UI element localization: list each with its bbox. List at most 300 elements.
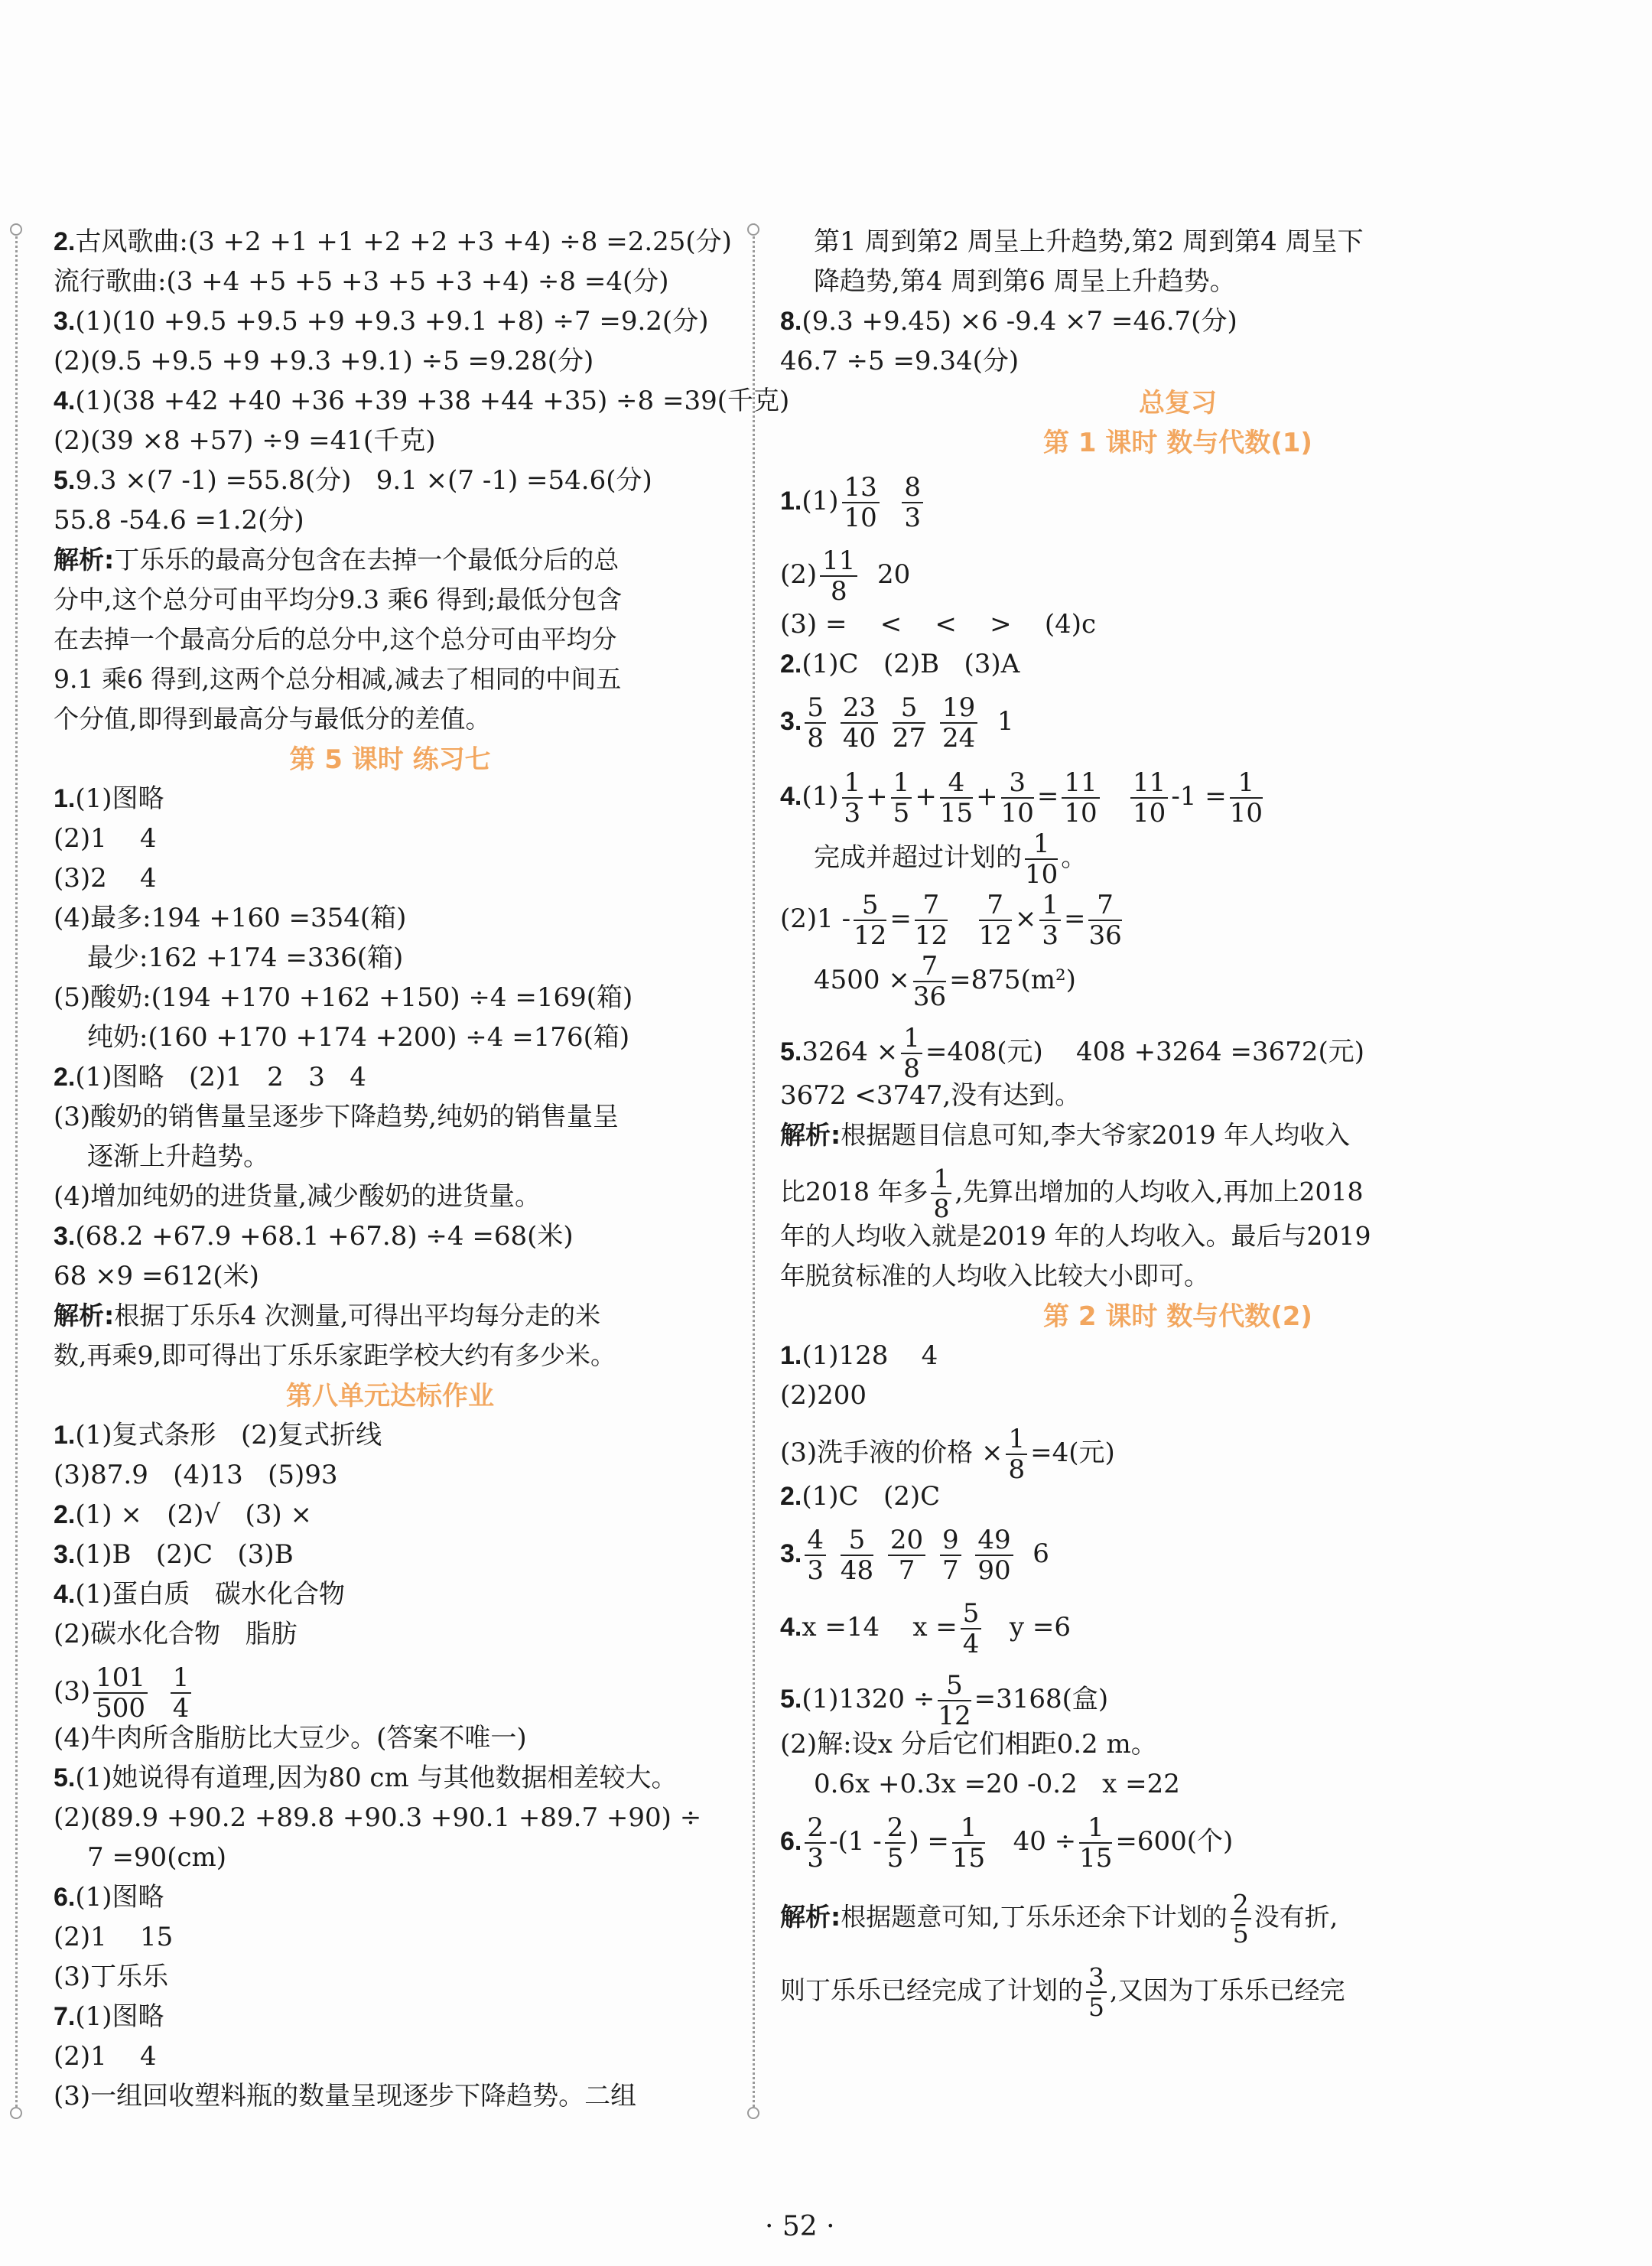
- answer-line: [780, 1729, 1157, 1760]
- numerator: 5: [938, 1672, 971, 1701]
- numerator: 1: [1039, 892, 1061, 921]
- text-run: (2): [780, 559, 818, 590]
- question-number: 1.: [54, 1421, 76, 1450]
- fraction: [1088, 892, 1121, 949]
- line-text: 46.7 ÷5 =9.34(分): [780, 346, 1019, 376]
- numerator: 23: [841, 695, 878, 724]
- analysis-line: [54, 584, 622, 615]
- line-text: 降趋势,第4 周到第6 周呈上升趋势。: [814, 266, 1236, 297]
- fraction: [842, 767, 863, 829]
- denominator: 8: [1008, 1454, 1026, 1485]
- denominator: 27: [892, 723, 926, 754]
- answer-line: [54, 1882, 164, 1913]
- answer-line: [54, 1062, 366, 1092]
- answer-line: [780, 1380, 867, 1411]
- answer-line: [54, 1619, 298, 1649]
- answer-line: [54, 1802, 701, 1833]
- numerator: 11: [820, 548, 857, 577]
- numerator: 8: [902, 474, 923, 503]
- fraction: [975, 1527, 1013, 1584]
- numerator: 5: [893, 695, 925, 724]
- numerator: 1: [842, 770, 863, 799]
- text-run: =: [889, 903, 912, 934]
- text-run: =875(m²): [949, 965, 1076, 995]
- answer-line: [780, 649, 1019, 679]
- line-text: 55.8 -54.6 =1.2(分): [54, 505, 304, 536]
- answer-line: [54, 1962, 168, 1992]
- fraction: [902, 474, 923, 531]
- line-text: (2)1 4: [54, 2041, 157, 2072]
- numerator: 1: [171, 1665, 192, 1694]
- denominator: 4: [172, 1693, 190, 1724]
- text-run: +: [915, 781, 937, 812]
- fraction: [938, 1672, 971, 1729]
- text-run: +: [866, 781, 888, 812]
- analysis-line: [54, 624, 617, 655]
- numerator: 1: [931, 1166, 951, 1194]
- numerator: 4: [805, 1527, 826, 1556]
- line-text: (1) × (2)√ (3) ×: [75, 1499, 312, 1530]
- divider-dot: [747, 223, 759, 236]
- answer-line: [54, 2081, 636, 2111]
- denominator: 3: [904, 503, 922, 533]
- text-run: (3): [54, 1676, 91, 1707]
- line-text: (1)蛋白质 碳水化合物: [75, 1579, 345, 1610]
- numerator: 11: [1062, 770, 1099, 799]
- denominator: 4: [962, 1629, 980, 1659]
- line-text: (2)解:设x 分后它们相距0.2 m。: [780, 1729, 1157, 1760]
- answer-line: [54, 1460, 338, 1490]
- denominator: 12: [914, 920, 948, 951]
- denominator: 3: [807, 1555, 824, 1586]
- analysis-line: [780, 1962, 1345, 2022]
- fraction: [1000, 767, 1034, 829]
- text-run: -(1 -: [829, 1826, 882, 1857]
- text-run: [928, 706, 937, 737]
- denominator: 10: [1000, 798, 1034, 829]
- numerator: 5: [854, 892, 886, 921]
- text-run: 完成并超过计划的: [814, 842, 1022, 873]
- section-heading: 总复习: [1139, 388, 1217, 418]
- fraction: [1229, 767, 1263, 829]
- question-number: 3.: [780, 707, 802, 736]
- fraction: [1025, 829, 1059, 890]
- numerator: 3: [1001, 770, 1034, 799]
- line-text: (4)牛肉所含脂肪比大豆少。(答案不唯一): [54, 1723, 527, 1753]
- answer-line: [780, 892, 1125, 949]
- line-text: 年脱贫标准的人均收入比较大小即可。: [780, 1261, 1209, 1291]
- answer-line: [87, 1022, 629, 1053]
- fraction: [805, 692, 826, 754]
- numerator: 19: [940, 695, 977, 724]
- line-text: (3)酸奶的销售量呈逐步下降趋势,纯奶的销售量呈: [54, 1102, 619, 1132]
- answer-line: [814, 829, 1088, 890]
- fraction: [171, 1662, 192, 1724]
- fraction: [805, 1812, 826, 1874]
- line-text: (1)(38 +42 +40 +36 +39 +38 +44 +35) ÷8 =39(千克): [75, 386, 790, 416]
- question-number: 2.: [780, 650, 802, 679]
- question-number: 2.: [54, 1063, 76, 1092]
- answer-line: [780, 1025, 1364, 1082]
- question-number: 2.: [54, 227, 76, 256]
- analysis-line: [780, 1221, 1371, 1252]
- answer-line: [87, 1141, 269, 1172]
- text-run: 没有折,: [1254, 1902, 1338, 1932]
- text-run: ×: [1014, 903, 1037, 934]
- text-run: 6: [1016, 1538, 1049, 1569]
- answer-line: [54, 465, 652, 496]
- analysis-line: [54, 1301, 600, 1331]
- fraction: [931, 1166, 951, 1221]
- text-run: (1): [802, 781, 839, 812]
- denominator: 10: [1133, 798, 1166, 829]
- question-number: 4.: [54, 386, 76, 415]
- text-run: 根据题意可知,丁乐乐还余下计划的: [841, 1902, 1228, 1932]
- text-run: [829, 706, 837, 737]
- line-text: (1)128 4: [802, 1340, 938, 1371]
- line-text: 数,再乘9,即可得出丁乐乐家距学校大约有多少米。: [54, 1340, 616, 1370]
- denominator: 3: [1042, 920, 1059, 951]
- line-text: (9.3 +9.45) ×6 -9.4 ×7 =46.7(分): [802, 306, 1237, 337]
- fraction: [892, 692, 926, 754]
- fraction: [961, 1600, 982, 1657]
- denominator: 24: [941, 723, 976, 754]
- line-text: (3)一组回收塑料瓶的数量呈现逐步下降趋势。二组: [54, 2081, 637, 2111]
- line-text: 纯奶:(160 +170 +174 +200) ÷4 =176(箱): [87, 1022, 630, 1053]
- answer-line: [54, 346, 593, 376]
- line-text: (1)B (2)C (3)B: [75, 1539, 294, 1570]
- answer-line: [54, 1579, 345, 1610]
- answer-line: [54, 2001, 164, 2032]
- answer-line: [814, 226, 1364, 257]
- fraction: [841, 692, 878, 754]
- fraction: [842, 474, 880, 531]
- line-text: (1)C (2)C: [802, 1481, 941, 1512]
- answer-line: [54, 1662, 194, 1724]
- answer-line: [54, 2041, 157, 2072]
- text-run: =408(元) 408 +3264 =3672(元): [925, 1037, 1365, 1067]
- divider-dot: [747, 2107, 759, 2119]
- answer-line: [780, 1080, 1081, 1111]
- line-text: (3)2 4: [54, 863, 157, 894]
- line-text: (1)图略: [75, 783, 164, 814]
- line-text: (1)她说得有道理,因为80 cm 与其他数据相差较大。: [75, 1763, 678, 1793]
- fraction: [940, 692, 977, 754]
- answer-line: [54, 1221, 574, 1252]
- answer-line: [54, 1922, 173, 1952]
- fraction: [888, 1527, 925, 1584]
- numerator: 7: [915, 892, 948, 921]
- question-number: 2.: [780, 1482, 802, 1511]
- line-text: (1)C (2)B (3)A: [802, 649, 1020, 679]
- text-run: [964, 1538, 973, 1569]
- answer-line: [87, 1842, 226, 1873]
- line-text: (2)1 15: [54, 1922, 174, 1952]
- answer-line: [54, 823, 157, 854]
- fraction: [979, 892, 1012, 949]
- fraction: [1130, 767, 1168, 829]
- text-run: =3168(盒): [974, 1684, 1109, 1714]
- denominator: 48: [840, 1555, 874, 1586]
- question-number: 1.: [780, 1341, 802, 1370]
- denominator: 5: [893, 798, 910, 829]
- text-run: [881, 706, 889, 737]
- line-text: 0.6x +0.3x =20 -0.2 x =22: [814, 1769, 1180, 1799]
- line-text: (2)(89.9 +90.2 +89.8 +90.3 +90.1 +89.7 +90) ÷: [54, 1802, 702, 1833]
- line-text: 根据丁乐乐4 次测量,可得出平均每分走的米: [114, 1301, 601, 1330]
- line-text: 逐渐上升趋势。: [87, 1141, 269, 1172]
- analysis-label: 解析:: [780, 1120, 841, 1150]
- denominator: 15: [1079, 1843, 1113, 1874]
- text-run: [951, 903, 975, 934]
- numerator: 1: [1006, 1426, 1027, 1455]
- answer-line: [780, 474, 926, 531]
- denominator: 3: [807, 1843, 824, 1874]
- numerator: 2: [1231, 1891, 1251, 1919]
- answer-line: [54, 783, 164, 814]
- question-number: 3.: [54, 307, 76, 336]
- fraction: [901, 1025, 922, 1082]
- answer-line: [780, 1672, 1108, 1729]
- text-run: 。: [1061, 842, 1088, 873]
- question-number: 7.: [54, 2002, 76, 2031]
- answer-line: [780, 609, 1096, 640]
- line-text: 年的人均收入就是2019 年的人均收入。最后与2019: [780, 1221, 1371, 1251]
- denominator: 10: [1025, 859, 1059, 890]
- numerator: 9: [940, 1527, 961, 1556]
- fraction: [891, 767, 912, 829]
- fraction: [951, 1812, 986, 1874]
- text-run: =600(个): [1115, 1826, 1234, 1857]
- question-number: 4.: [54, 1580, 76, 1609]
- denominator: 7: [941, 1555, 959, 1586]
- section-heading: 第 5 课时 练习七: [289, 744, 491, 775]
- text-run: 3264 ×: [802, 1037, 899, 1067]
- answer-line: [54, 1539, 294, 1570]
- line-text: 根据题目信息可知,李大爷家2019 年人均收入: [841, 1120, 1351, 1150]
- denominator: 10: [1064, 798, 1098, 829]
- line-text: 丁乐乐的最高分包含在去掉一个最低分后的总: [114, 545, 620, 575]
- text-run: ) =: [909, 1826, 949, 1857]
- column-divider: [753, 223, 755, 2111]
- analysis-line: [780, 1120, 1350, 1151]
- text-run: =: [1063, 903, 1086, 934]
- numerator: 5: [961, 1600, 982, 1630]
- question-number: 6.: [780, 1827, 802, 1856]
- denominator: 12: [938, 1701, 971, 1731]
- fraction: [1086, 1962, 1107, 2022]
- denominator: 36: [912, 982, 947, 1012]
- text-run: y =6: [984, 1612, 1071, 1643]
- answer-line: [54, 266, 669, 297]
- numerator: 1: [901, 1025, 922, 1054]
- text-run: 4500 ×: [814, 965, 910, 995]
- line-text: (3)丁乐乐: [54, 1962, 169, 1992]
- analysis-label: 解析:: [54, 545, 115, 575]
- fraction: [913, 953, 946, 1010]
- answer-line: [54, 306, 708, 337]
- section-heading: 第 1 课时 数与代数(1): [1043, 428, 1312, 458]
- answer-line: [54, 1261, 259, 1291]
- answer-line: [54, 1499, 312, 1530]
- analysis-line: [54, 1340, 616, 1371]
- answer-line: [54, 1723, 527, 1753]
- text-run: -1 =: [1171, 781, 1227, 812]
- denominator: 500: [96, 1693, 146, 1724]
- line-text: (1)(10 +9.5 +9.5 +9 +9.3 +9.1 +8) ÷7 =9.2(分): [75, 306, 709, 337]
- answer-line: [54, 505, 304, 536]
- question-number: 5.: [780, 1685, 802, 1714]
- answer-line: [54, 1763, 678, 1793]
- fraction: [820, 545, 857, 607]
- margin-dot: [10, 2107, 22, 2119]
- answer-line: [814, 1769, 1180, 1799]
- analysis-label: 解析:: [54, 1301, 115, 1330]
- text-run: ,又因为丁乐乐已经完: [1110, 1975, 1345, 2005]
- denominator: 5: [1232, 1919, 1249, 1949]
- answer-line: [54, 1181, 541, 1212]
- line-text: (2)碳水化合物 脂肪: [54, 1619, 298, 1649]
- numerator: 5: [805, 695, 826, 724]
- question-number: 3.: [54, 1540, 76, 1569]
- fraction: [93, 1662, 148, 1724]
- question-number: 3.: [780, 1539, 802, 1568]
- denominator: 12: [854, 920, 887, 951]
- denominator: 8: [903, 1053, 920, 1084]
- numerator: 7: [979, 892, 1012, 921]
- numerator: 1: [891, 770, 912, 799]
- text-run: (1): [802, 486, 839, 516]
- page-number: · 52 ·: [765, 2211, 835, 2242]
- line-text: (1)图略: [75, 1882, 164, 1913]
- question-number: 5.: [780, 1037, 802, 1066]
- text-run: (2)1 -: [780, 903, 851, 934]
- numerator: 49: [975, 1527, 1013, 1556]
- margin-dot: [10, 223, 22, 236]
- text-run: 比2018 年多: [780, 1177, 928, 1206]
- answer-line: [54, 1102, 619, 1132]
- line-text: (5)酸奶:(194 +170 +162 +150) ÷4 =169(箱): [54, 982, 633, 1013]
- question-number: 8.: [780, 307, 802, 336]
- question-number: 5.: [54, 1763, 76, 1792]
- text-run: 40 ÷: [988, 1826, 1077, 1857]
- denominator: 36: [1088, 920, 1122, 951]
- section-heading: 第八单元达标作业: [286, 1381, 494, 1411]
- numerator: 1: [1230, 770, 1263, 799]
- answer-line: [54, 982, 633, 1013]
- text-run: (3)洗手液的价格 ×: [780, 1437, 1003, 1468]
- line-text: (1)图略 (2)1 2 3 4: [75, 1062, 366, 1092]
- text-run: 则丁乐乐已经完成了计划的: [780, 1975, 1083, 2005]
- text-run: 1: [980, 706, 1014, 737]
- text-run: =4(元): [1030, 1437, 1115, 1468]
- text-run: [876, 1538, 885, 1569]
- fraction: [1039, 892, 1061, 949]
- question-number: 1.: [54, 784, 76, 813]
- fraction: [805, 1527, 826, 1584]
- text-run: 20: [860, 559, 911, 590]
- denominator: 5: [1088, 1992, 1104, 2022]
- line-text: (4)最多:194 +160 =354(箱): [54, 903, 407, 933]
- line-text: 最少:162 +174 =336(箱): [87, 943, 404, 973]
- line-text: (3) = < < > (4)c: [780, 609, 1097, 640]
- line-text: 7 =90(cm): [87, 1842, 227, 1873]
- fraction: [885, 1812, 906, 1874]
- line-text: (2)200: [780, 1380, 867, 1411]
- denominator: 12: [978, 920, 1012, 951]
- fraction: [841, 1527, 873, 1584]
- line-text: (68.2 +67.9 +68.1 +67.8) ÷4 =68(米): [75, 1221, 574, 1252]
- text-run: ,先算出增加的人均收入,再加上2018: [954, 1177, 1364, 1206]
- denominator: 8: [830, 576, 847, 607]
- fraction: [1006, 1426, 1027, 1483]
- answer-line: [87, 943, 403, 973]
- numerator: 7: [913, 953, 946, 982]
- question-number: 2.: [54, 1500, 76, 1529]
- denominator: 15: [951, 1843, 986, 1874]
- numerator: 4: [940, 770, 973, 799]
- denominator: 8: [933, 1193, 950, 1223]
- text-run: [1103, 781, 1127, 812]
- line-text: (4)增加纯奶的进货量,减少酸奶的进货量。: [54, 1181, 541, 1212]
- answer-line: [54, 425, 435, 456]
- answer-line: [780, 692, 1014, 754]
- analysis-line: [780, 1166, 1363, 1221]
- line-text: 3672 <3747,没有达到。: [780, 1080, 1081, 1111]
- question-number: 4.: [780, 1613, 802, 1642]
- denominator: 8: [807, 723, 824, 754]
- numerator: 3: [1086, 1965, 1107, 1993]
- analysis-line: [54, 704, 491, 734]
- text-run: =: [1036, 781, 1059, 812]
- line-text: (1)图略: [75, 2001, 164, 2032]
- line-text: 第1 周到第2 周呈上升趋势,第2 周到第4 周呈下: [814, 226, 1364, 257]
- line-text: 分中,这个总分可由平均分9.3 乘6 得到;最低分包含: [54, 584, 623, 614]
- line-text: 在去掉一个最高分后的总分中,这个总分可由平均分: [54, 624, 617, 654]
- answer-line: [780, 1812, 1234, 1874]
- question-number: 5.: [54, 466, 76, 495]
- answer-line: [54, 903, 406, 933]
- numerator: 2: [885, 1815, 906, 1844]
- line-text: 古风歌曲:(3 +2 +1 +1 +2 +2 +3 +4) ÷8 =2.25(分): [75, 226, 732, 257]
- analysis-line: [54, 545, 619, 575]
- analysis-line: [780, 1261, 1209, 1291]
- numerator: 101: [93, 1665, 148, 1694]
- numerator: 1: [952, 1815, 985, 1844]
- line-text: 个分值,即得到最高分与最低分的差值。: [54, 704, 491, 734]
- fraction: [939, 767, 974, 829]
- answer-line: [814, 953, 1076, 1010]
- line-text: 68 ×9 =612(米): [54, 1261, 259, 1291]
- numerator: 1: [1079, 1815, 1112, 1844]
- denominator: 15: [939, 798, 974, 829]
- denominator: 10: [1229, 798, 1263, 829]
- analysis-label: 解析:: [780, 1902, 841, 1932]
- analysis-line: [780, 1889, 1338, 1949]
- answer-line: [780, 1340, 938, 1371]
- text-run: [928, 1538, 937, 1569]
- numerator: 13: [842, 474, 880, 503]
- answer-line: [780, 346, 1019, 376]
- line-text: (2)(39 ×8 +57) ÷9 =41(千克): [54, 425, 436, 456]
- answer-line: [780, 1426, 1115, 1483]
- line-text: (2)1 4: [54, 823, 157, 854]
- question-number: 3.: [54, 1222, 76, 1251]
- answer-line: [54, 386, 789, 416]
- analysis-line: [54, 664, 621, 695]
- denominator: 90: [977, 1555, 1011, 1586]
- fraction: [1231, 1889, 1251, 1949]
